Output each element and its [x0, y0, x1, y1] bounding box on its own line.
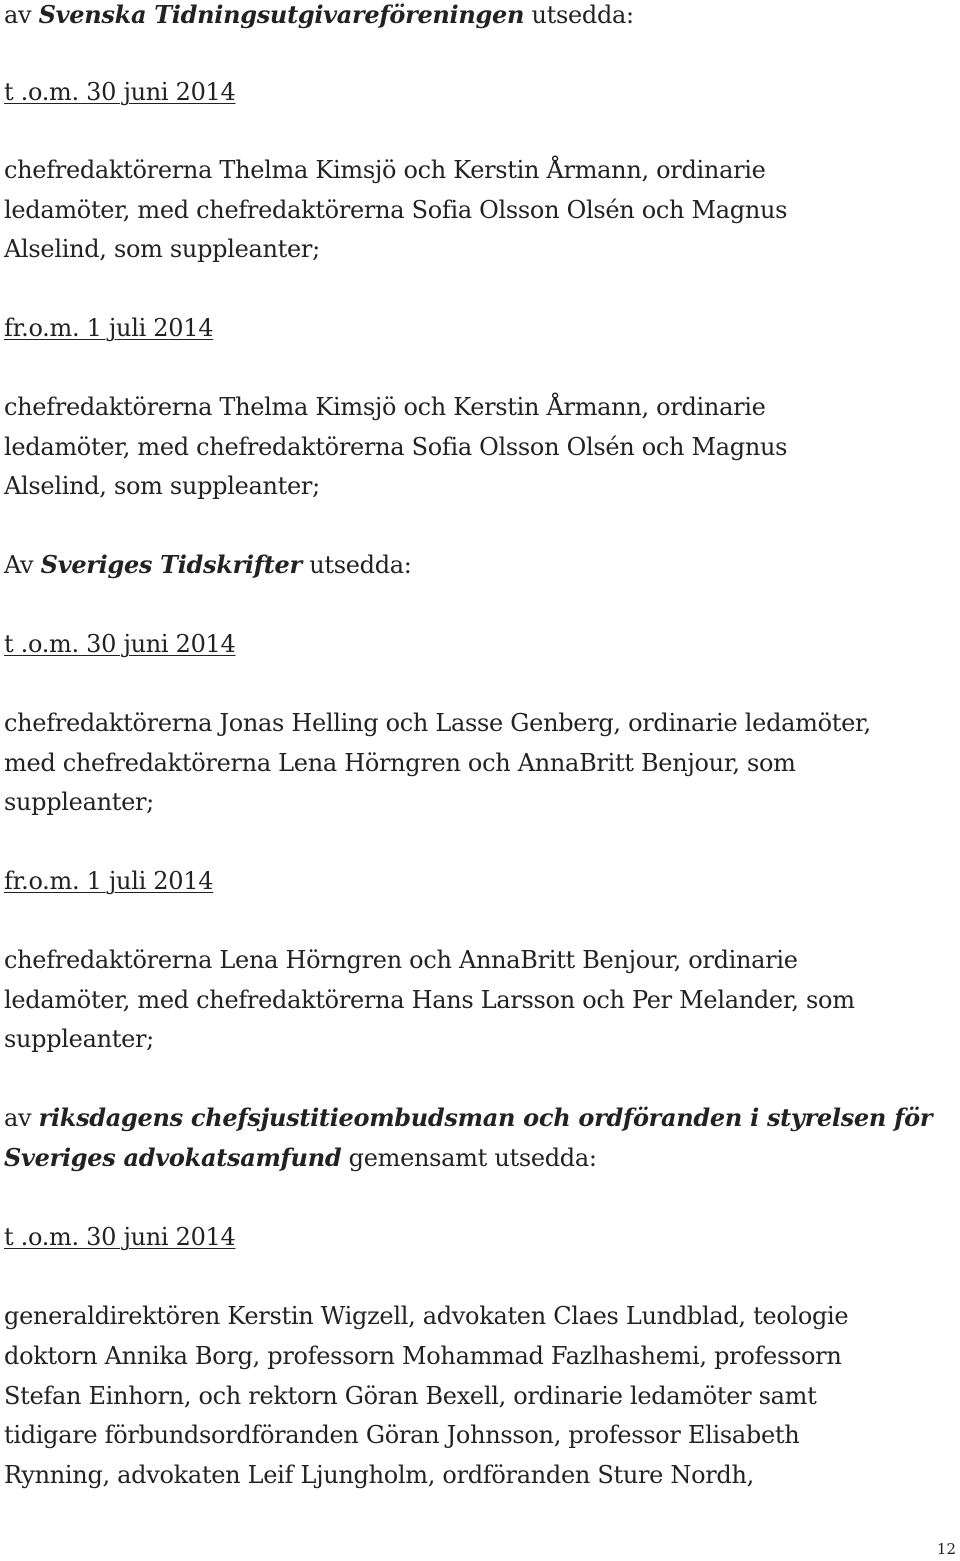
- heading-organization: Svenska Tidningsutgivareföreningen: [38, 0, 525, 29]
- paragraph-line: ledamöter, med chefredaktörerna Sofia Olsson Olsén och Magnus: [4, 433, 788, 461]
- paragraph-line: suppleanter;: [4, 1025, 154, 1053]
- date-label: t .o.m. 30 juni 2014: [4, 78, 236, 106]
- heading-prefix: av: [4, 1104, 39, 1132]
- paragraph-line: chefredaktörerna Thelma Kimsjö och Kerstin Årmann, ordinarie: [4, 156, 766, 184]
- paragraph-line: chefredaktörerna Jonas Helling och Lasse Genberg, ordinarie ledamöter,: [4, 709, 871, 737]
- paragraph-line: Alselind, som suppleanter;: [4, 235, 320, 263]
- paragraph-line: med chefredaktörerna Lena Hörngren och AnnaBritt Benjour, som: [4, 749, 796, 777]
- paragraph-line: generaldirektören Kerstin Wigzell, advokaten Claes Lundblad, teologie: [4, 1302, 849, 1330]
- section-heading: [4, 1103, 932, 1133]
- date-label: t .o.m. 30 juni 2014: [4, 630, 236, 658]
- heading-suffix: utsedda:: [301, 551, 412, 579]
- paragraph-line: Stefan Einhorn, och rektorn Göran Bexell, ordinarie ledamöter samt: [4, 1382, 817, 1410]
- paragraph-line: chefredaktörerna Lena Hörngren och AnnaBritt Benjour, ordinarie: [4, 946, 798, 974]
- heading-organization: Sveriges Tidskrifter: [40, 550, 302, 579]
- page-number: 12: [936, 1540, 956, 1558]
- date-label: fr.o.m. 1 juli 2014: [4, 867, 214, 895]
- paragraph-line: ledamöter, med chefredaktörerna Hans Larsson och Per Melander, som: [4, 986, 855, 1014]
- heading-prefix: Av: [4, 551, 41, 579]
- section-heading: [4, 0, 634, 30]
- heading-organization-continued: Sveriges advokatsamfund: [4, 1143, 342, 1172]
- paragraph-line: suppleanter;: [4, 788, 154, 816]
- paragraph-line: Alselind, som suppleanter;: [4, 472, 320, 500]
- heading-suffix: gemensamt utsedda:: [341, 1144, 597, 1172]
- heading-organization: riksdagens chefsjustitieombudsman och ordföranden i styrelsen för: [38, 1103, 933, 1132]
- paragraph-line: chefredaktörerna Thelma Kimsjö och Kerstin Årmann, ordinarie: [4, 393, 766, 421]
- paragraph-line: doktorn Annika Borg, professorn Mohammad Fazlhashemi, professorn: [4, 1342, 842, 1370]
- heading-prefix: av: [4, 1, 39, 29]
- date-label: fr.o.m. 1 juli 2014: [4, 314, 214, 342]
- heading-suffix: utsedda:: [524, 1, 634, 29]
- paragraph-line: ledamöter, med chefredaktörerna Sofia Olsson Olsén och Magnus: [4, 196, 788, 224]
- paragraph-line: Rynning, advokaten Leif Ljungholm, ordföranden Sture Nordh,: [4, 1461, 754, 1489]
- date-label: t .o.m. 30 juni 2014: [4, 1223, 236, 1251]
- section-heading: [4, 550, 412, 580]
- section-heading-continued: [4, 1143, 597, 1173]
- paragraph-line: tidigare förbundsordföranden Göran Johnsson, professor Elisabeth: [4, 1421, 800, 1449]
